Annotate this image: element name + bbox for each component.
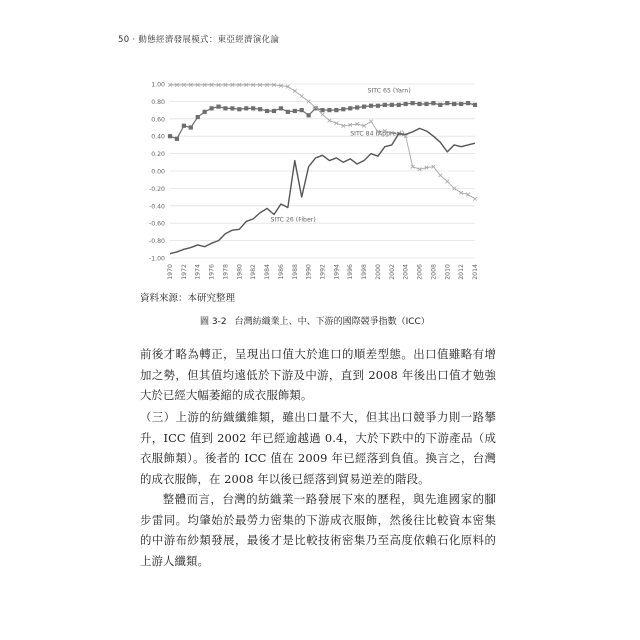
series-line-2: [170, 85, 475, 199]
y-tick-label: -0.80: [148, 238, 165, 246]
body-paragraph-1: [140, 344, 496, 406]
data-point-square: [424, 102, 428, 106]
x-tick-label: 1984: [264, 264, 272, 280]
x-tick-label: 1990: [305, 264, 313, 280]
body-paragraph-2: [140, 407, 496, 489]
y-tick-label: 0.60: [151, 116, 165, 124]
data-point-square: [209, 106, 213, 110]
data-point-square: [300, 108, 304, 112]
data-point-square: [320, 108, 324, 112]
data-point-square: [445, 101, 449, 105]
data-point-square: [189, 125, 193, 129]
y-tick-label: 0.00: [151, 168, 165, 176]
x-tick-label: 1972: [180, 264, 188, 280]
data-point-square: [265, 109, 269, 113]
data-point-square: [223, 106, 227, 110]
x-tick-label: 2010: [444, 264, 452, 280]
series-line-3: [170, 128, 475, 253]
x-tick-label: 1998: [361, 264, 369, 280]
y-tick-label: 0.40: [151, 133, 165, 141]
data-point-square: [404, 102, 408, 106]
data-point-square: [431, 101, 435, 105]
x-tick-label: 2008: [430, 264, 438, 280]
data-point-square: [334, 108, 338, 112]
data-point-x: [321, 113, 325, 117]
x-tick-label: 2006: [416, 264, 424, 280]
series-annotation: SITC 26 (Fiber): [270, 216, 316, 224]
x-tick-label: 2000: [374, 264, 382, 280]
data-point-x: [293, 89, 297, 93]
data-point-square: [411, 101, 415, 105]
x-tick-label: 1976: [208, 264, 216, 280]
x-tick-label: 1980: [236, 264, 244, 280]
data-point-square: [473, 103, 477, 107]
data-point-square: [355, 105, 359, 109]
x-tick-label: 2014: [472, 264, 479, 280]
data-point-x: [439, 174, 443, 178]
data-point-square: [251, 106, 255, 110]
x-tick-label: 1970: [167, 264, 174, 280]
paragraph-text: （三）上游的紡織纖維類，雖出口量不大，但其出口競爭力則一路攀升，ICC 值到 2002 年已經逾越過 0.4，大於下跌中的下游產品（成衣服飾類）。後者的 ICC 值在 2009 年已經落到負值。換言之，台灣的成衣服飾，在 2008 年以後已經落到貿易逆差的階段。: [140, 410, 496, 486]
paragraph-text: 整體而言，台灣的紡織業一路發展下來的歷程，與先進國家的腳步雷同。均肇始於最勞力密集的下游成衣服飾，然後往比較資本密集的中游布紗類發展，最後才是比較技術密集乃至高度依賴石化原料的上游人纖類。: [140, 492, 496, 568]
data-point-square: [286, 110, 290, 114]
x-tick-label: 1988: [291, 264, 299, 280]
y-tick-label: -0.20: [148, 185, 165, 193]
data-point-square: [348, 106, 352, 110]
figure-title: 台灣紡織業上、中、下游的國際競爭指數（ICC）: [234, 317, 430, 327]
data-point-square: [466, 101, 470, 105]
x-tick-label: 1978: [222, 264, 230, 280]
body-paragraph-3: [140, 489, 496, 571]
x-tick-label: 1996: [347, 264, 355, 280]
series-annotation: SITC 65 (Yarn): [367, 87, 411, 95]
data-point-x: [300, 94, 304, 98]
data-point-square: [397, 103, 401, 107]
data-point-square: [417, 102, 421, 106]
icc-line-chart: [140, 70, 485, 292]
y-tick-label: 0.80: [151, 98, 165, 106]
series-annotation: SITC 84 (Appreal): [350, 130, 405, 138]
data-point-square: [258, 107, 262, 111]
data-point-square: [293, 109, 297, 113]
paragraph-text: 前後才略為轉正，呈現出口值大於進口的順差型態。出口值雖略有增加之勢，但其值均遠低於下游及中游，直到 2008 年後出口值才勉強大於已經大幅萎縮的成衣服飾類。: [140, 347, 496, 402]
figure-number: 圖 3-2: [200, 317, 227, 327]
data-point-square: [175, 137, 179, 141]
x-tick-label: 1992: [319, 264, 327, 280]
data-point-x: [473, 197, 477, 201]
data-point-square: [182, 124, 186, 128]
x-tick-label: 1982: [250, 264, 258, 280]
figure-caption: [200, 314, 430, 327]
data-point-square: [341, 107, 345, 111]
data-point-square: [452, 102, 456, 106]
data-point-square: [216, 105, 220, 109]
data-point-square: [390, 103, 394, 107]
data-point-x: [445, 180, 449, 184]
data-point-square: [327, 108, 331, 112]
x-tick-label: 2004: [402, 264, 410, 280]
data-point-square: [307, 113, 311, 117]
data-point-square: [230, 106, 234, 110]
y-tick-label: 0.20: [151, 151, 165, 159]
figure-source: 資料來源：本研究整理: [140, 293, 236, 304]
data-point-square: [168, 134, 172, 138]
y-tick-label: -0.40: [148, 203, 165, 211]
x-tick-label: 1986: [277, 264, 285, 280]
y-tick-label: -1.00: [148, 255, 165, 263]
data-point-square: [244, 106, 248, 110]
data-point-x: [369, 120, 373, 124]
data-point-square: [459, 102, 463, 106]
data-point-square: [237, 107, 241, 111]
data-point-square: [438, 103, 442, 107]
data-point-square: [272, 109, 276, 113]
y-tick-label: 1.00: [151, 81, 165, 89]
y-tick-label: -0.60: [148, 220, 165, 228]
x-tick-label: 2012: [458, 264, 466, 280]
x-tick-label: 1994: [333, 264, 341, 280]
x-tick-label: 1974: [194, 264, 202, 280]
data-point-square: [203, 110, 207, 114]
data-point-square: [279, 106, 283, 110]
data-point-square: [376, 104, 380, 108]
data-point-square: [383, 103, 387, 107]
data-point-square: [196, 115, 200, 119]
data-point-square: [362, 105, 366, 109]
x-tick-label: 2002: [388, 264, 396, 280]
page-header: 50 · 動態經濟發展模式：東亞經濟演化論: [118, 35, 280, 45]
data-point-square: [369, 104, 373, 108]
